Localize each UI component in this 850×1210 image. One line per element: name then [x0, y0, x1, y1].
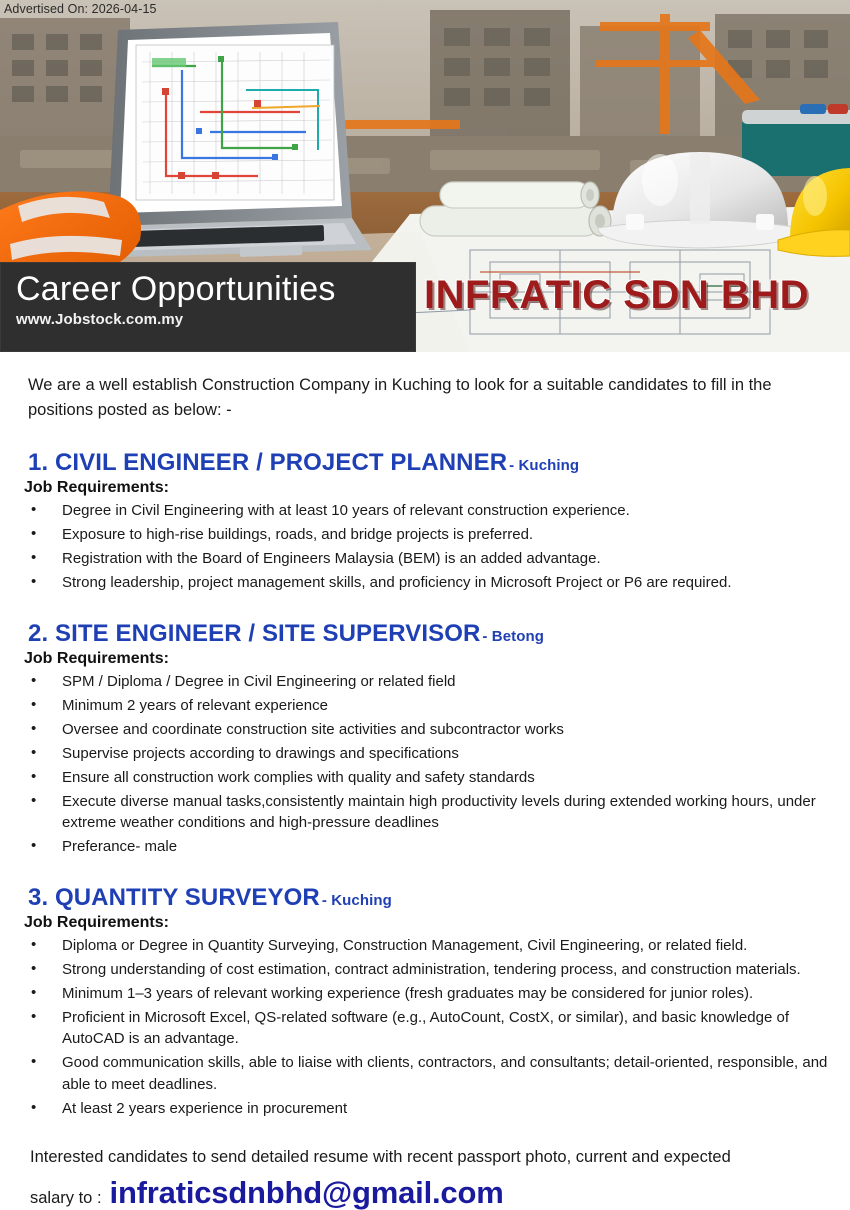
job-1-title: 1. CIVIL ENGINEER / PROJECT PLANNER [28, 449, 508, 476]
salary-label: salary to : [30, 1189, 102, 1207]
list-item: • SPM / Diploma / Degree in Civil Engineering or related field [22, 671, 828, 693]
job-2-title: 2. SITE ENGINEER / SITE SUPERVISOR [28, 619, 481, 647]
list-item: • Supervise projects according to drawings and specifications [22, 743, 828, 765]
job-3-title-row [28, 884, 828, 912]
list-item: • Diploma or Degree in Quantity Surveying, Construction Management, Civil Engineering, or related field. [22, 935, 828, 957]
list-item: • Execute diverse manual tasks,consistently maintain high productivity levels during extended working hours, under extreme weather conditions and high-pressure deadlines [22, 791, 828, 834]
job-3-requirements-list [22, 935, 828, 1120]
contact-email[interactable]: infraticsdnbhd@gmail.com [109, 1175, 504, 1210]
advertised-on-label: Advertised On: 2026-04-15 [4, 2, 157, 16]
intro-paragraph: We are a well establish Construction Company in Kuching to look for a suitable candidates to fill in the positions posted as below: - [28, 376, 772, 419]
list-item: • Oversee and coordinate construction site activities and subcontractor works [22, 719, 828, 741]
list-item: • Strong understanding of cost estimation, contract administration, tendering process, and construction materials. [22, 959, 828, 981]
list-item: • Strong leadership, project management skills, and proficiency in Microsoft Project or P6 are required. [22, 572, 828, 594]
list-item: • Proficient in Microsoft Excel, QS-related software (e.g., AutoCount, CostX, or similar), and basic knowledge of AutoCAD is an advantage. [22, 1007, 828, 1050]
list-item: • Minimum 2 years of relevant experience [22, 695, 828, 717]
list-item: • Minimum 1–3 years of relevant working experience (fresh graduates may be considered for junior roles). [22, 983, 828, 1005]
salary-contact-row [30, 1176, 828, 1210]
jobstock-website-label: www.Jobstock.com.my [16, 311, 184, 328]
job-2-title-row [28, 620, 828, 648]
job-2-requirements-label: Job Requirements: [24, 649, 169, 667]
list-item: • Preferance- male [22, 836, 828, 858]
closing-paragraph: Interested candidates to send detailed resume with recent passport photo, current and expected [30, 1148, 731, 1166]
job-listing-1 [22, 449, 828, 594]
job-1-location: - Kuching [509, 457, 580, 474]
job-3-requirements-label: Job Requirements: [24, 913, 169, 931]
list-item: • At least 2 years experience in procurement [22, 1098, 828, 1120]
list-item: • Exposure to high-rise buildings, roads, and bridge projects is preferred. [22, 524, 828, 546]
career-opportunities-plate [0, 262, 416, 352]
job-listing-3 [22, 884, 828, 1120]
list-item: • Registration with the Board of Engineers Malaysia (BEM) is an added advantage. [22, 548, 828, 570]
job-listing-2 [22, 620, 828, 858]
job-2-location: - Betong [482, 627, 545, 645]
job-1-title-row [28, 449, 828, 477]
career-opportunities-title: Career Opportunities [16, 270, 336, 308]
job-3-location: - Kuching [321, 891, 392, 909]
job-2-requirements-list [22, 671, 828, 858]
advertisement-body [0, 352, 850, 1210]
job-1-requirements-label: Job Requirements: [24, 479, 169, 496]
company-name: INFRATIC SDN BHD [424, 273, 810, 317]
list-item: • Good communication skills, able to liaise with clients, contractors, and consultants; detail-oriented, responsible, and able to meet deadlines. [22, 1052, 828, 1095]
job-3-title: 3. QUANTITY SURVEYOR [28, 883, 320, 911]
list-item: • Degree in Civil Engineering with at least 10 years of relevant construction experience. [22, 500, 828, 522]
job-1-requirements-list [22, 500, 828, 594]
list-item: • Ensure all construction work complies with quality and safety standards [22, 767, 828, 789]
